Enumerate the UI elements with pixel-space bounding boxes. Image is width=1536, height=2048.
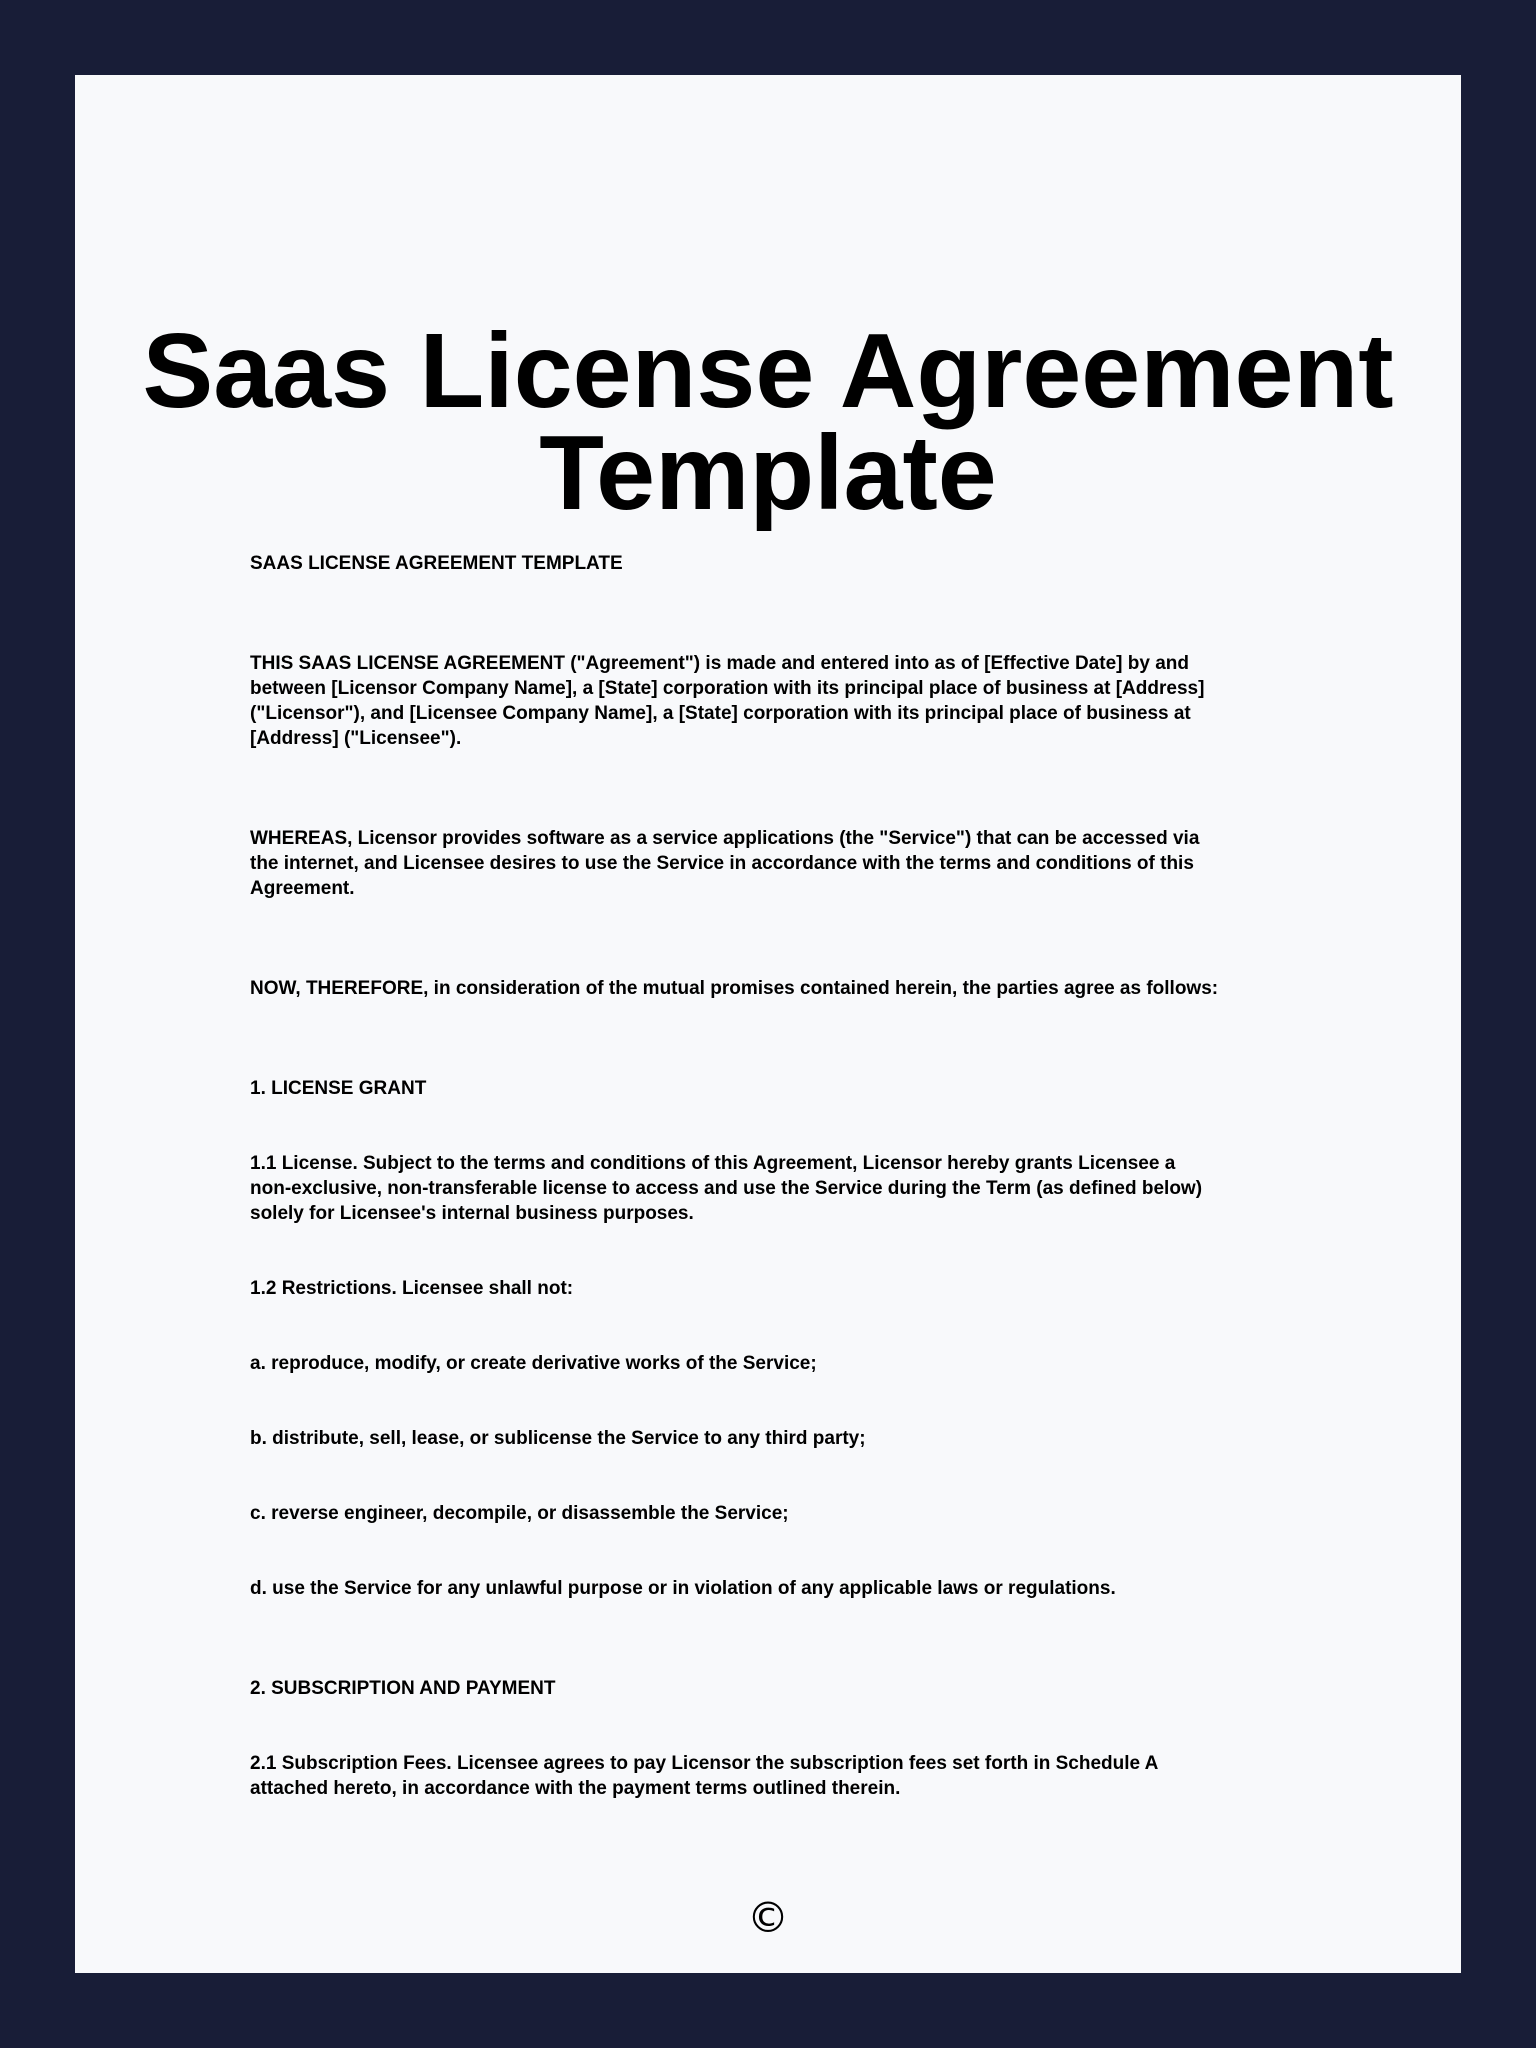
- agreement-heading: SAAS LICENSE AGREEMENT TEMPLATE: [250, 553, 623, 574]
- section-1-heading: 1. LICENSE GRANT: [250, 1078, 427, 1099]
- whereas-paragraph: WHEREAS, Licensor provides software as a service applications (the "Service") that can be accessed via the internet, and Licensee desires to use the Service in accordance with the terms and conditions of this Agreement.: [250, 828, 1200, 899]
- document-title: [75, 312, 1461, 532]
- title-line-1: Saas License Agreement: [142, 312, 1394, 430]
- restriction-item-a: a. reproduce, modify, or create derivative works of the Service;: [250, 1353, 817, 1374]
- copyright-icon: ©: [747, 1893, 789, 1942]
- document-page: [75, 75, 1461, 1973]
- section-2-heading: 2. SUBSCRIPTION AND PAYMENT: [250, 1678, 556, 1699]
- section-1-2-paragraph: 1.2 Restrictions. Licensee shall not:: [250, 1278, 574, 1299]
- now-therefore-paragraph: NOW, THEREFORE, in consideration of the mutual promises contained herein, the parties agree as follows:: [250, 978, 1219, 999]
- restriction-item-c: c. reverse engineer, decompile, or disassemble the Service;: [250, 1503, 789, 1524]
- restriction-item-d: d. use the Service for any unlawful purpose or in violation of any applicable laws or regulations.: [250, 1578, 1116, 1599]
- restriction-item-b: b. distribute, sell, lease, or sublicense the Service to any third party;: [250, 1428, 866, 1449]
- intro-paragraph: THIS SAAS LICENSE AGREEMENT ("Agreement") is made and entered into as of [Effective Date] by and between [Licensor Company Name], a [State] corporation with its principal place of business at [Address] ("Licensor"), and [Licensee Company Name], a [State] corporation with its principal place of business at [Address] ("Licensee").: [250, 653, 1205, 749]
- section-2-1-paragraph: 2.1 Subscription Fees. Licensee agrees to pay Licensor the subscription fees set forth in Schedule A attached hereto, in accordance with the payment terms outlined therein.: [250, 1753, 1159, 1799]
- title-line-2: Template: [539, 414, 997, 532]
- section-1-1-paragraph: 1.1 License. Subject to the terms and conditions of this Agreement, Licensor hereby grants Licensee a non-exclusive, non-transferable license to access and use the Service during the Term (as defined below) solely for Licensee's internal business purposes.: [250, 1153, 1203, 1224]
